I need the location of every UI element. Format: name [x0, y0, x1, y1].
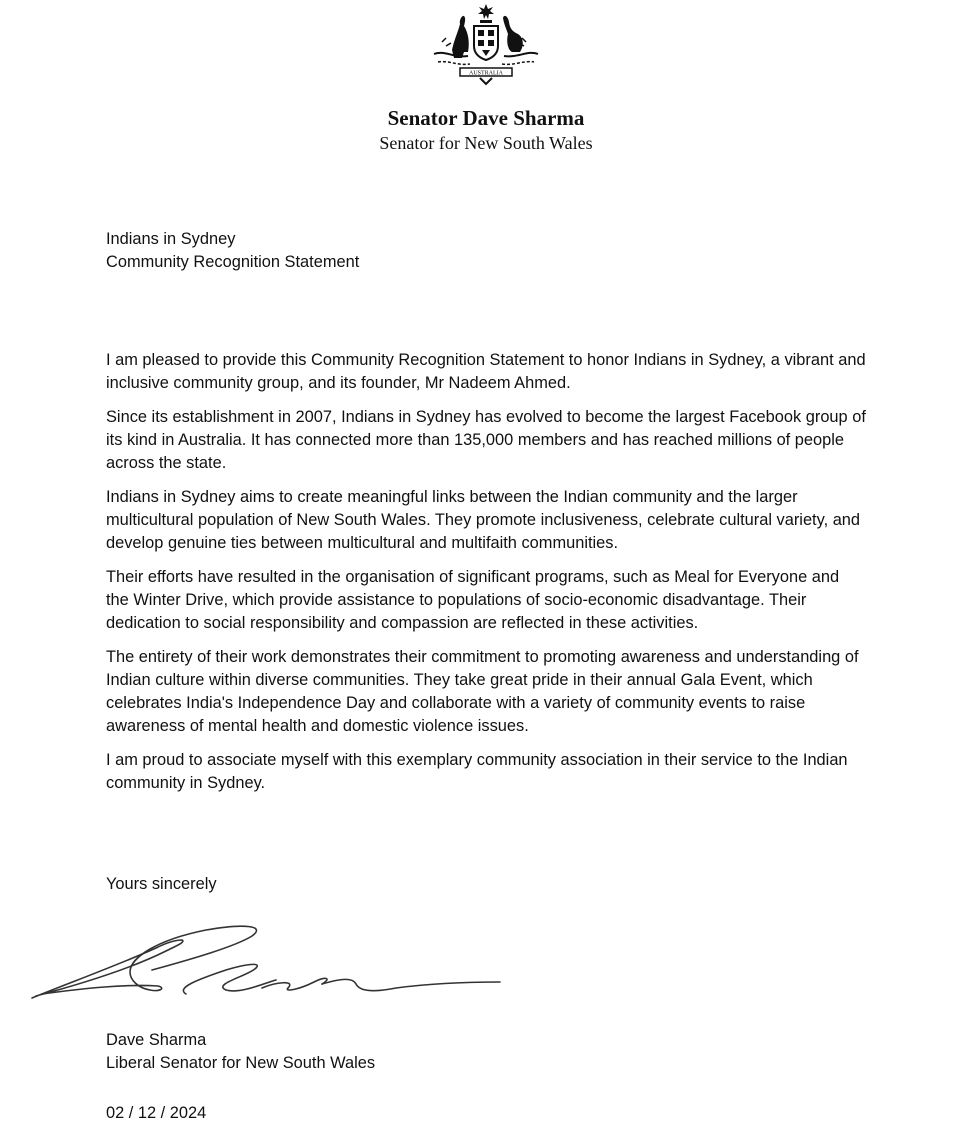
paragraph-history: Since its establishment in 2007, Indians in Sydney has evolved to become the largest Facebook group of its kind in Australia. It has connected more than 135,000 members and has reached millions of people across the state.	[106, 408, 866, 472]
paragraph-intro: I am pleased to provide this Community Recognition Statement to honor Indians in Sydney, a vibrant and inclusive community group, and its founder, Mr Nadeem Ahmed.	[106, 351, 866, 392]
paragraph-programs: Their efforts have resulted in the organisation of significant programs, such as Meal for Everyone and the Winter Drive, which provide assistance to populations of socio-economic disadvantage. Their dedication to social responsibility and compassion are reflected in these activities.	[106, 568, 840, 632]
sender-name: Senator Dave Sharma	[387, 106, 585, 130]
addressee-block	[106, 228, 359, 274]
letter-date: 02 / 12 / 2024	[106, 1104, 207, 1122]
paragraph-aims: Indians in Sydney aims to create meaningful links between the Indian community and the larger multicultural population of New South Wales. They promote inclusiveness, celebrate cultural variety, and develop genuine ties between multicultural and multifaith communities.	[106, 488, 861, 552]
signatory-block	[106, 1029, 375, 1075]
signature-icon	[26, 918, 506, 1008]
valediction: Yours sincerely	[106, 875, 217, 893]
sender-title: Senator for New South Wales	[379, 133, 593, 153]
addressee-name: Indians in Sydney	[106, 230, 236, 248]
svg-text:AUSTRALIA: AUSTRALIA	[469, 70, 503, 77]
signatory-title: Liberal Senator for New South Wales	[106, 1054, 376, 1072]
paragraph-closing: I am proud to associate myself with this exemplary community association in their service to the Indian community in Sydney.	[106, 751, 848, 792]
paragraph-culture: The entirety of their work demonstrates their commitment to promoting awareness and understanding of Indian culture within diverse communities. They take great pride in their annual Gala Event, which celebrates India's Independence Day and collaborate with a variety of community events to raise awareness of mental health and domestic violence issues.	[106, 648, 859, 735]
signatory-name: Dave Sharma	[106, 1031, 207, 1049]
statement-title: Community Recognition Statement	[106, 253, 360, 271]
letter-body	[106, 349, 866, 806]
coat-of-arms-icon	[424, 2, 548, 86]
